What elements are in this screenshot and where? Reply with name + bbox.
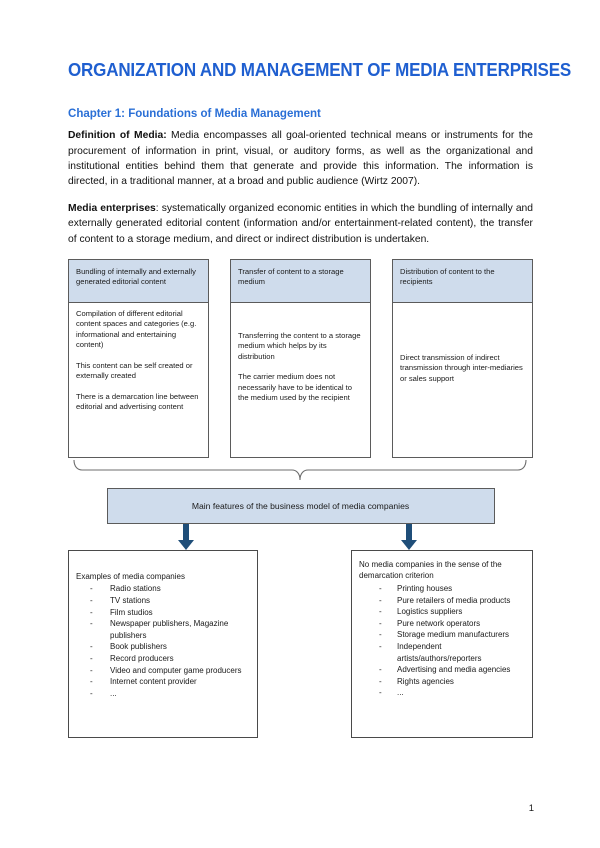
bullet-dash: - <box>379 641 382 651</box>
media-enterprises-text: : systematically organized economic entities in which the bundling of internally and externally generated editorial content (information and/or entertainment-related content), the transfer of content to a storage medium, and direct or indirect distribution is undertaken. <box>68 203 533 245</box>
bullet-dash: - <box>379 595 382 605</box>
column-body-distribution <box>392 303 533 458</box>
list-item <box>76 607 251 619</box>
list-item <box>76 595 251 607</box>
list-item-label: Internet content provider <box>110 677 197 687</box>
media-enterprises-label: Media enterprises <box>68 203 156 215</box>
list-item-label: TV stations <box>110 595 151 605</box>
list-item <box>76 641 251 653</box>
list-item-label: Independent artists/authors/reporters <box>397 641 482 663</box>
list-item-label: Video and computer game producers <box>110 665 242 675</box>
list-item <box>359 641 526 664</box>
list-item <box>76 618 251 641</box>
list-item-label: Pure network operators <box>397 618 481 628</box>
bundling-point-1: Compilation of different editorial content spaces and categories (e.g. informational and entertaining content) <box>76 308 197 350</box>
no-media-list <box>359 583 526 699</box>
column-body-transfer <box>230 303 371 458</box>
diagram-bottom-row <box>68 550 533 738</box>
bullet-dash: - <box>379 583 382 593</box>
bullet-dash: - <box>90 595 93 605</box>
list-item-label: ... <box>397 688 404 698</box>
list-item <box>359 606 526 618</box>
bullet-dash: - <box>90 619 93 629</box>
list-item-label: Book publishers <box>110 642 167 652</box>
bullet-dash: - <box>379 688 382 698</box>
list-item-label: Rights agencies <box>397 676 454 686</box>
list-item <box>76 583 251 595</box>
transfer-point-1: Transferring the content to a storage medium which helps by its distribution <box>238 330 361 361</box>
examples-media-companies-box <box>68 550 258 738</box>
list-item-label: Advertising and media agencies <box>397 665 511 675</box>
list-item-label: Film studios <box>110 607 153 617</box>
diagram-column-transfer <box>230 259 371 458</box>
examples-list <box>76 583 251 699</box>
list-item <box>76 676 251 688</box>
list-item <box>359 664 526 676</box>
bullet-dash: - <box>90 677 93 687</box>
list-item <box>76 653 251 665</box>
center-summary-label: Main features of the business model of media companies <box>191 500 410 511</box>
list-item <box>359 583 526 595</box>
page-content <box>68 59 572 738</box>
list-item-label: Storage medium manufacturers <box>397 630 510 640</box>
bundling-point-3: There is a demarcation line between editorial and advertising content <box>76 391 199 412</box>
bullet-dash: - <box>90 665 93 675</box>
arrow-down-left-icon <box>178 524 194 550</box>
page-number: 1 <box>528 803 534 814</box>
examples-box-title: Examples of media companies <box>76 571 185 581</box>
list-item-label: Radio stations <box>110 584 161 594</box>
list-item <box>359 618 526 630</box>
paragraph-definition-of-media <box>68 128 533 189</box>
transfer-point-2: The carrier medium does not necessarily have to be identical to the medium used by the recipient <box>238 372 352 403</box>
bullet-dash: - <box>90 584 93 594</box>
curly-brace-icon <box>68 458 533 488</box>
list-item-label: Printing houses <box>397 583 453 593</box>
no-media-box-title: No media companies in the sense of the demarcation criterion <box>359 559 502 581</box>
definition-label: Definition of Media: <box>68 130 167 142</box>
list-item <box>359 595 526 607</box>
bundling-point-2: This content can be self created or externally created <box>76 360 193 381</box>
list-item-label: Logistics suppliers <box>397 607 463 617</box>
column-header-distribution: Distribution of content to the recipients <box>392 259 533 303</box>
list-item-label: Newspaper publishers, Magazine publishers <box>110 619 229 640</box>
center-summary-box <box>107 488 495 524</box>
bullet-dash: - <box>379 665 382 675</box>
list-item <box>359 629 526 641</box>
column-body-bundling <box>68 303 209 458</box>
list-item-label: ... <box>110 688 117 698</box>
bullet-dash: - <box>379 676 382 686</box>
arrow-down-right-icon <box>401 524 417 550</box>
bullet-dash: - <box>379 607 382 617</box>
list-item-label: Record producers <box>110 653 174 663</box>
business-model-diagram <box>68 259 533 738</box>
diagram-brace <box>68 458 533 488</box>
bullet-dash: - <box>90 607 93 617</box>
chapter-heading: Chapter 1: Foundations of Media Management <box>68 106 321 121</box>
list-item-label: Pure retailers of media products <box>397 595 511 605</box>
list-item <box>76 688 251 700</box>
bullet-dash: - <box>379 630 382 640</box>
no-media-companies-box <box>351 550 533 738</box>
diagram-column-bundling <box>68 259 209 458</box>
definition-text: Media encompasses all goal-oriented technical means or instruments for the procurement of information in print, visual, or auditory forms, as well as the organizational and institutional entities behind them that generate and provide this information. The information is directed, in a traditional manner, at a broad and public audience (Wirtz 2007). <box>68 130 534 187</box>
bullet-dash: - <box>90 688 93 698</box>
paragraph-media-enterprises <box>68 201 533 247</box>
column-header-bundling: Bundling of internally and externally generated editorial content <box>68 259 209 303</box>
page-title: ORGANIZATION AND MANAGEMENT OF MEDIA ENTERPRISES <box>68 59 572 80</box>
list-item <box>359 676 526 688</box>
list-item <box>76 665 251 677</box>
column-header-transfer: Transfer of content to a storage medium <box>230 259 371 303</box>
diagram-column-distribution <box>392 259 533 458</box>
bullet-dash: - <box>90 653 93 663</box>
diagram-top-row <box>68 259 533 458</box>
diagram-arrows <box>68 524 533 550</box>
distribution-point-1: Direct transmission of indirect transmission through inter-mediaries or sales support <box>400 352 523 383</box>
bullet-dash: - <box>379 618 382 628</box>
list-item <box>359 687 526 699</box>
bullet-dash: - <box>90 642 93 652</box>
